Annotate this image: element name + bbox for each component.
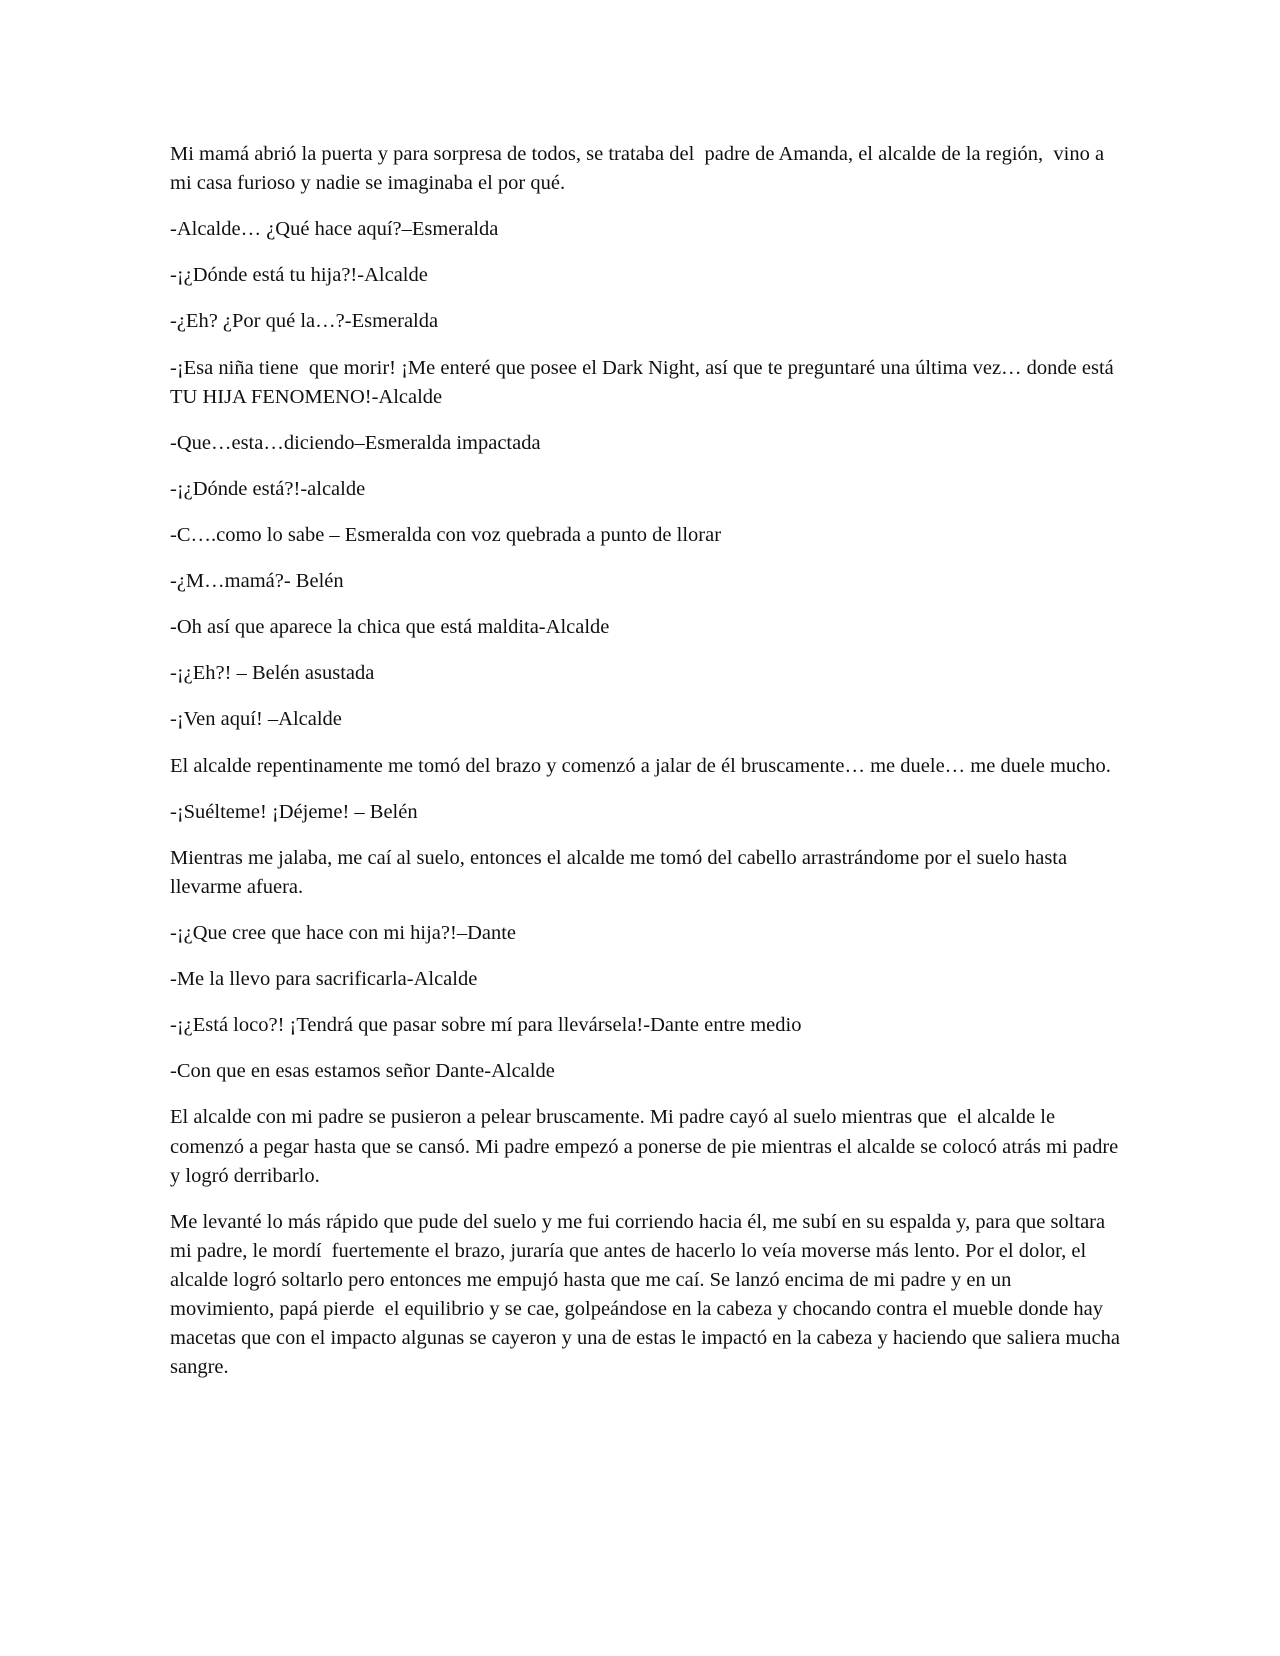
paragraph: -Me la llevo para sacrificarla-Alcalde <box>170 968 478 991</box>
paragraph: -¡Ven aquí! –Alcalde <box>170 708 342 731</box>
paragraph: -Con que en esas estamos señor Dante-Alcalde <box>170 1060 555 1083</box>
paragraph: El alcalde repentinamente me tomó del brazo y comenzó a jalar de él bruscamente… me duele… me duele mucho. <box>170 754 1111 777</box>
paragraph: -¡¿Eh?! – Belén asustada <box>170 662 375 685</box>
paragraph: Me levanté lo más rápido que pude del suelo y me fui corriendo hacia él, me subí en su espalda y, para que soltara mi padre, le mordí fuertemente el brazo, juraría que antes de hacerlo lo veía moverse más lento. Por el dolor, el alcalde logró soltarlo pero entonces me empujó hasta que me caí. Se lanzó encima de mi padre y en un movimiento, papá pierde el equilibrio y se cae, golpeándose en la cabeza y chocando contra el mueble donde hay macetas que con el impacto algunas se cayeron y una de estas le impactó en la cabeza y haciendo que saliera mucha sangre. <box>170 1210 1126 1379</box>
paragraph: El alcalde con mi padre se pusieron a pelear bruscamente. Mi padre cayó al suelo mientras que el alcalde le comenzó a pegar hasta que se cansó. Mi padre empezó a ponerse de pie mientras el alcalde se colocó atrás mi padre y logró derribarlo. <box>170 1106 1124 1187</box>
paragraph: Mi mamá abrió la puerta y para sorpresa de todos, se trataba del padre de Amanda, el alcalde de la región, vino a mi casa furioso y nadie se imaginaba el por qué. <box>170 143 1110 195</box>
paragraph: -¿M…mamá?- Belén <box>170 570 344 593</box>
paragraph: Mientras me jalaba, me caí al suelo, entonces el alcalde me tomó del cabello arrastrándome por el suelo hasta llevarme afuera. <box>170 846 1073 898</box>
paragraph: -¡Suélteme! ¡Déjeme! – Belén <box>170 800 418 823</box>
paragraph: -Que…esta…diciendo–Esmeralda impactada <box>170 431 541 454</box>
paragraph: -¿Eh? ¿Por qué la…?-Esmeralda <box>170 310 439 333</box>
paragraph: -¡¿Que cree que hace con mi hija?!–Dante <box>170 921 517 944</box>
paragraph: -Alcalde… ¿Qué hace aquí?–Esmeralda <box>170 218 499 241</box>
paragraph: -¡¿Dónde está?!-alcalde <box>170 477 366 500</box>
paragraph: -C….como lo sabe – Esmeralda con voz quebrada a punto de llorar <box>170 523 722 546</box>
paragraph: -¡Esa niña tiene que morir! ¡Me enteré que posee el Dark Night, así que te preguntaré una última vez… donde está TU HIJA FENOMENO!-Alcalde <box>170 356 1119 408</box>
paragraph: -Oh así que aparece la chica que está maldita-Alcalde <box>170 616 610 639</box>
paragraph: -¡¿Dónde está tu hija?!-Alcalde <box>170 264 428 287</box>
paragraph: -¡¿Está loco?! ¡Tendrá que pasar sobre mí para llevársela!-Dante entre medio <box>170 1014 802 1037</box>
document-body <box>170 140 1126 1399</box>
